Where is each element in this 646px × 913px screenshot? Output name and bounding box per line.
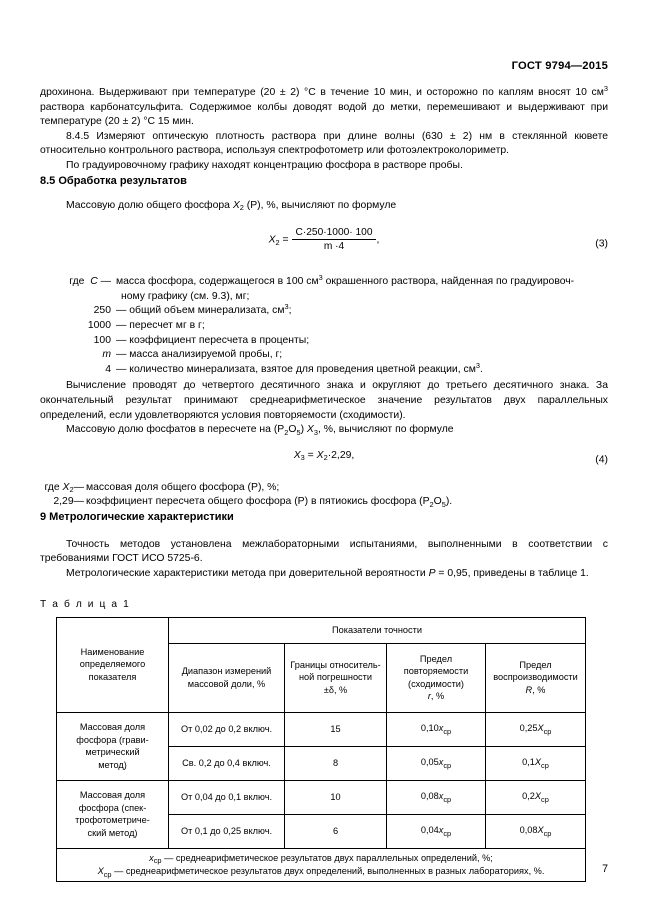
table-cell-range: От 0,04 до 0,1 включ.	[169, 780, 285, 814]
table-cell-indicator-gravimetric	[57, 712, 169, 780]
metrological-characteristics-table	[56, 617, 586, 883]
paragraph-graduation-curve: По градуировочному графику находят концентрацию фосфора в растворе пробы.	[66, 159, 463, 171]
table-cell-range: От 0,1 до 0,25 включ.	[169, 814, 285, 848]
header-line: показателя	[88, 671, 137, 682]
definition-key: 1000	[87, 319, 111, 331]
definition-key: 4	[105, 363, 111, 375]
table-footnote-row	[57, 848, 586, 882]
document-body	[40, 86, 608, 882]
paragraph-accuracy: Точность методов установлена межлабораторными испытаниями, выполненными в соответствии с требованиями ГОСТ ИСО 5725-6.	[40, 538, 608, 565]
formula-3	[40, 227, 608, 261]
table-cell-delta: 15	[285, 712, 387, 746]
definition-value: коэффициент пересчета общего фосфора (P) в пятиокись фосфора $(P_2O_5)$.	[86, 496, 453, 509]
table-caption: Т а б л и ц а 1	[40, 598, 131, 610]
definition-item	[40, 275, 608, 290]
definition-key: 250	[93, 305, 111, 317]
header-line: определяемого	[79, 659, 146, 670]
definition-value: — коэффициент пересчета в проценты;	[116, 334, 310, 346]
table-cell-repeatability: $0,05x_{ср}$	[387, 746, 486, 780]
header-line: Границы относитель-	[290, 660, 381, 671]
paragraph-phosphates-intro: Массовую долю фосфатов в пересчете на $(P_2O_5)$ $X_3$, %, вычисляют по формуле	[66, 424, 454, 437]
header-symbol-r: r	[427, 691, 431, 702]
formula-3-expression: $X_2$ = $\frac{C\cdot 250\cdot 1000\cdot 100}{m \cdot 4}$ ,	[268, 227, 380, 253]
table-col-header-reproducibility-limit	[486, 643, 586, 712]
table-header-group-row	[57, 617, 586, 643]
table-footnotes	[57, 848, 586, 882]
label-line: трофотометриче-	[75, 815, 150, 826]
definition-item	[40, 481, 608, 496]
heading-8-5: 8.5 Обработка результатов	[40, 174, 187, 187]
heading-9: 9 Метрологические характеристики	[40, 510, 234, 523]
definition-value: — общий объем минерализата, $см^3$;	[116, 302, 292, 317]
definition-item	[40, 348, 608, 363]
definition-item	[40, 304, 608, 319]
definitions-formula-4	[40, 481, 608, 510]
paragraph-continued	[40, 86, 608, 130]
definition-key: 100	[93, 334, 111, 346]
definition-value: — количество минерализата, взятое для проведения цветной реакции, $см^3$.	[116, 360, 483, 375]
header-line: Диапазон измерений	[181, 666, 272, 677]
table-col-header-measurement-range	[169, 643, 285, 712]
definition-key: m	[102, 349, 111, 361]
label-line: ский метод)	[87, 827, 138, 838]
header-line: , %	[532, 684, 546, 695]
header-line: (сходимости)	[408, 678, 464, 689]
header-line: Наименование	[80, 647, 145, 658]
table-cell-reproducibility: $0,25X_{ср}$	[486, 712, 586, 746]
table-cell-reproducibility: $0,1X_{ср}$	[486, 746, 586, 780]
header-line: , %	[430, 691, 445, 702]
definition-item	[40, 334, 608, 349]
formula-3-comma: ,	[376, 234, 380, 246]
table-row	[57, 712, 586, 746]
label-line: фосфора (спек-	[78, 802, 147, 813]
label-line: метрический	[85, 747, 140, 758]
table-cell-indicator-spectrophotometric	[57, 780, 169, 848]
table-cell-reproducibility: $0,2X_{ср}$	[486, 780, 586, 814]
label-line: Массовая доля	[79, 722, 146, 733]
definition-value: массовая доля общего фосфора (P), %;	[86, 481, 280, 493]
formula-4-number: (4)	[595, 454, 608, 466]
definition-value-continuation: ному графику (см. 9.3), мг;	[121, 290, 250, 302]
definition-item	[40, 319, 608, 334]
header-line: воспроизводимости	[493, 672, 578, 683]
table-cell-repeatability: $0,10x_{ср}$	[387, 712, 486, 746]
table-cell-repeatability: $0,04x_{ср}$	[387, 814, 486, 848]
header-symbol-R: R	[525, 684, 533, 695]
header-line: повторяемости	[403, 666, 469, 677]
header-line: ной погрешности	[298, 672, 372, 683]
header-line: Предел	[419, 653, 453, 664]
table-cell-delta: 10	[285, 780, 387, 814]
formula-3-number: (3)	[595, 238, 608, 250]
table-cell-delta: 6	[285, 814, 387, 848]
formula-4	[40, 450, 608, 470]
footnote-x-lower: $x_{ср}$ — среднеарифметическое результатов двух параллельных определений, %;	[149, 852, 493, 866]
label-line: метод)	[98, 759, 127, 770]
paragraph-mass-fraction-intro: Массовую долю общего фосфора $X_2$ (P), %, вычисляют по формуле	[66, 199, 397, 213]
label-line: фосфора (грави-	[76, 734, 149, 745]
definitions-formula-3	[40, 275, 608, 377]
table-cell-reproducibility: $0,08X_{ср}$	[486, 814, 586, 848]
table-col-header-relative-error	[285, 643, 387, 712]
definition-key: где C —	[69, 276, 111, 288]
document-header-standard-number: ГОСТ 9794—2015	[511, 60, 608, 72]
table-cell-repeatability: $0,08x_{ср}$	[387, 780, 486, 814]
definition-item	[40, 495, 608, 510]
formula-3-fraction	[292, 227, 375, 252]
table-cell-range: Св. 0,2 до 0,4 включ.	[169, 746, 285, 780]
formula-3-denominator: m ·4	[323, 241, 345, 253]
table-col-header-repeatability-limit	[387, 643, 486, 712]
table-col-header-indicator-name	[57, 617, 169, 712]
paragraph-continued-text: дрохинона. Выдерживают при температуре (20 ± 2) °С в течение 10 мин, и осторожно по каплям вносят 10 $см^3$ раствора карбонатсульфита. Содержимое колбы доводят водой до метки, перемешивают и выдерживают при температуре (20 ± 2) °С 15 мин.	[40, 84, 608, 128]
definition-value: масса фосфора, содержащегося в 100 $см^3$ окрашенного раствора, найденная по градуировоч-	[116, 273, 575, 288]
page-number: 7	[602, 863, 608, 875]
formula-4-expression: $X_3 = X_2\cdot 2,29$,	[293, 449, 355, 463]
header-line: ±δ, %	[323, 684, 348, 695]
footnote-x-upper: $X_{ср}$ — среднеарифметическое результатов двух определений, выполненных в разных лабораториях, %.	[97, 866, 545, 879]
definition-key: где $X_2—$	[44, 481, 84, 495]
definition-key: 2,29—	[53, 496, 84, 508]
header-line: Предел	[519, 660, 552, 671]
definition-value: — пересчет мг в г;	[116, 319, 205, 331]
table-col-header-accuracy-group: Показатели точности	[169, 617, 586, 643]
paragraph-rounding-rule: Вычисление проводят до четвертого десятичного знака и округляют до третьего десятичного знака. За окончательный результат принимают среднеарифметическое значение результатов двух параллельных определений, если удовлетворяются условия повторяемости (сходимости).	[40, 380, 608, 421]
formula-3-numerator: C·250·1000· 100	[292, 227, 375, 240]
definition-item	[40, 360, 608, 378]
table-cell-range: От 0,02 до 0,2 включ.	[169, 712, 285, 746]
header-line: массовой доли, %	[187, 678, 266, 689]
definition-value: — масса анализируемой пробы, г;	[116, 349, 283, 361]
label-line: Массовая доля	[79, 790, 146, 801]
table-row	[57, 780, 586, 814]
table-cell-delta: 8	[285, 746, 387, 780]
paragraph-8-4-5: 8.4.5 Измеряют оптическую плотность раствора при длине волны (630 ± 2) нм в стеклянной кювете относительно контрольного раствора, используя спектрофотометр или фотоэлектроколориметр.	[40, 130, 608, 157]
paragraph-table-reference: Метрологические характеристики метода при доверительной вероятности P = 0,95, приведены в таблице 1.	[66, 568, 589, 580]
